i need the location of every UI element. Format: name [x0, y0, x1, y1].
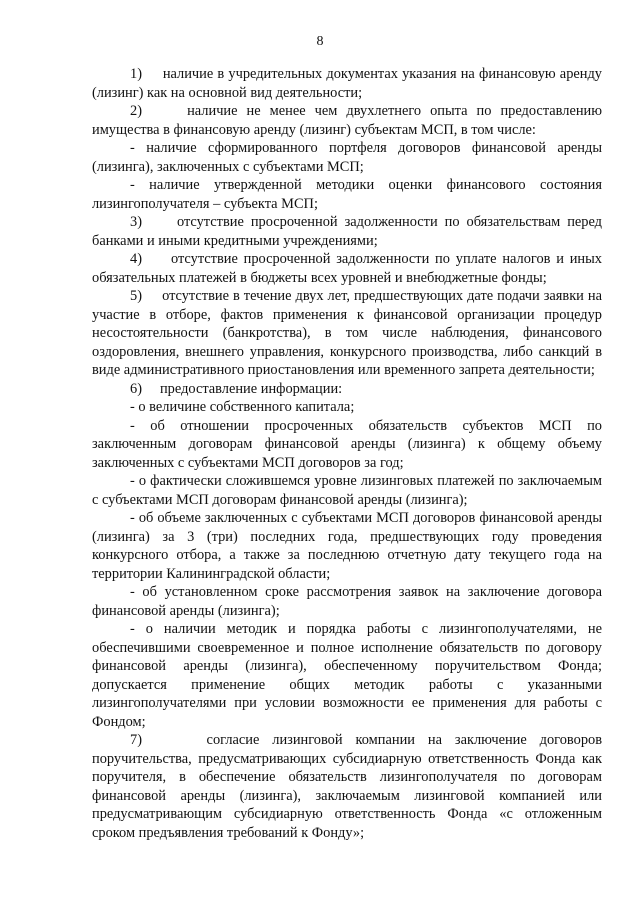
paragraph-subitem-review-term: - об установленном сроке рассмотрения заявок на заключение договора финансовой аренды (лизинга);	[92, 584, 602, 619]
paragraph-subitem-payment-level: - о фактически сложившемся уровне лизинговых платежей по заключаемым с субъектами МСП договорам финансовой аренды (лизинга);	[92, 473, 602, 508]
paragraph-item-7: 7) согласие лизинговой компании на заключение договоров поручительства, предусматривающих субсидиарную ответственность Фонда как поручителя, в обеспечение обязательств лизингополучателя по договорам финансовой аренды (лизинга), заключаемым лизинговой компанией или предусматривающим субсидиарную ответственность Фонда «с отложенным сроком предъявления требований к Фонду»;	[92, 732, 602, 841]
paragraph-subitem-methods: - о наличии методик и порядка работы с лизингополучателями, не обеспечившими своевременное и полное исполнение обязательств по договору финансовой аренды (лизинга), обеспеченному поручительством Фонда; допускается применение общих методик работы с указанными лизингополучателями при условии возможности ее применения для работы с Фондом;	[92, 621, 602, 730]
paragraph-item-3: 3) отсутствие просроченной задолженности по обязательствам перед банками и иными кредитными учреждениями;	[92, 214, 602, 249]
paragraph-item-5: 5) отсутствие в течение двух лет, предшествующих дате подачи заявки на участие в отборе, фактов применения к финансовой организации процедур несостоятельности (банкротства), в том числе наблюдения, финансового оздоровления, внешнего управления, конкурсного производства, либо санкций в виде административного приостановления или временного запрета деятельности;	[92, 288, 602, 378]
document-body	[92, 65, 602, 842]
paragraph-subitem-contract-volume: - об объеме заключенных с субъектами МСП договоров финансовой аренды (лизинга) за 3 (три) последних года, предшествующих году проведения конкурсного отбора, а также за последнюю отчетную дату текущего года на территории Калининградской области;	[92, 510, 602, 582]
paragraph-subitem-capital: - о величине собственного капитала;	[130, 399, 355, 415]
paragraph-subitem-portfolio: - наличие сформированного портфеля договоров финансовой аренды (лизинга), заключенных с субъектами МСП;	[92, 140, 602, 175]
paragraph-subitem-methodology: - наличие утвержденной методики оценки финансового состояния лизингополучателя – субъекта МСП;	[92, 177, 602, 212]
paragraph-item-1: 1) наличие в учредительных документах указания на финансовую аренду (лизинг) как на основной вид деятельности;	[92, 66, 602, 101]
paragraph-item-4: 4) отсутствие просроченной задолженности по уплате налогов и иных обязательных платежей в бюджеты всех уровней и внебюджетные фонды;	[92, 251, 602, 286]
page-number: 8	[316, 34, 324, 49]
paragraph-item-6: 6) предоставление информации:	[130, 380, 343, 397]
paragraph-item-2: 2) наличие не менее чем двухлетнего опыта по предоставлению имущества в финансовую аренду (лизинг) субъектам МСП, в том числе:	[92, 103, 602, 138]
paragraph-subitem-overdue-ratio: - об отношении просроченных обязательств субъектов МСП по заключенным договорам финансовой аренды (лизинга) к общему объему заключенных с субъектами МСП договоров за год;	[92, 417, 602, 471]
